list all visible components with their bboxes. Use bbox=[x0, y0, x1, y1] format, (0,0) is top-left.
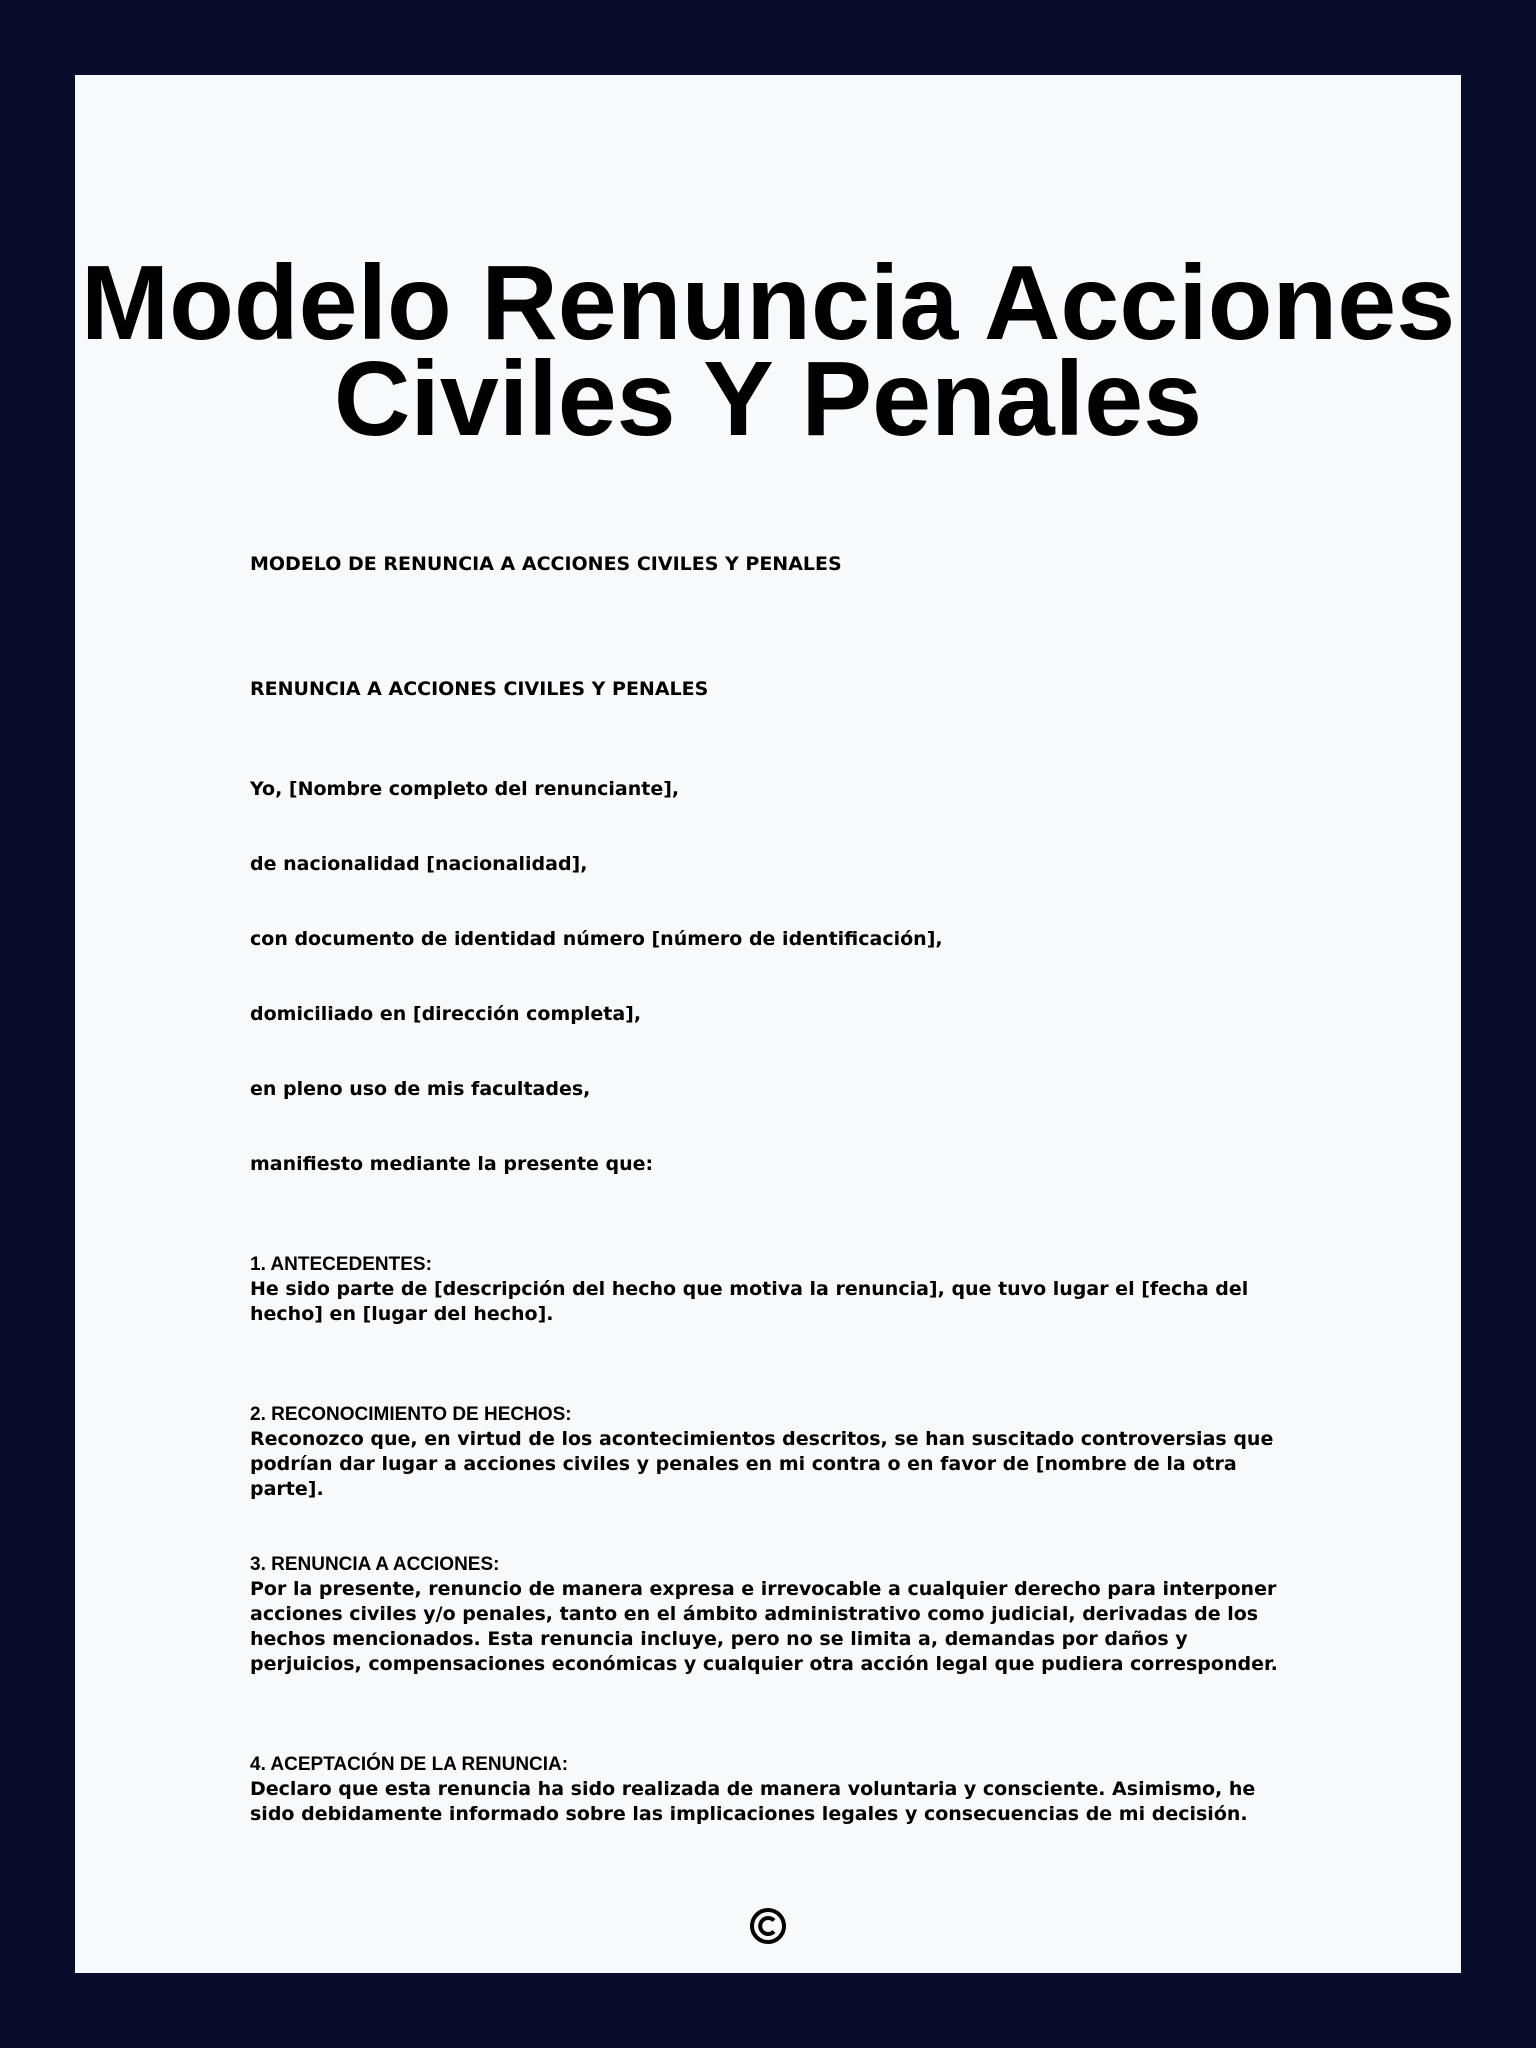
section-antecedentes bbox=[250, 1252, 1300, 1327]
section-aceptacion bbox=[250, 1752, 1300, 1827]
section-heading: 3. RENUNCIA A ACCIONES: bbox=[250, 1554, 500, 1575]
intro-line-address: domiciliado en [dirección completa], bbox=[250, 1003, 642, 1025]
sub-heading: RENUNCIA A ACCIONES CIVILES Y PENALES bbox=[250, 678, 709, 700]
intro-line-faculties: en pleno uso de mis facultades, bbox=[250, 1078, 591, 1100]
section-body: Reconozco que, en virtud de los acontecimientos descritos, se han suscitado controversias que podrían dar lugar a acciones civiles y penales en mi contra o en favor de [nombre de la otra parte]. bbox=[250, 1428, 1274, 1500]
document-page bbox=[75, 75, 1461, 1973]
intro-line-nationality: de nacionalidad [nacionalidad], bbox=[250, 853, 588, 875]
section-heading: 4. ACEPTACIÓN DE LA RENUNCIA: bbox=[250, 1754, 569, 1775]
section-body: Declaro que esta renuncia ha sido realizada de manera voluntaria y consciente. Asimismo, he sido debidamente informado sobre las implicaciones legales y consecuencias de mi decisión. bbox=[250, 1778, 1256, 1825]
section-body: Por la presente, renuncio de manera expresa e irrevocable a cualquier derecho para interponer acciones civiles y/o penales, tanto en el ámbito administrativo como judicial, derivadas de los hechos mencionados. Esta renuncia incluye, pero no se limita a, demandas por daños y perjuicios, compensaciones económicas y cualquier otra acción legal que pudiera corresponder. bbox=[250, 1578, 1278, 1675]
section-heading: 1. ANTECEDENTES: bbox=[250, 1254, 432, 1275]
document-title: Modelo Renuncia Acciones Civiles Y Penales bbox=[80, 244, 1456, 458]
section-body: He sido parte de [descripción del hecho que motiva la renuncia], que tuvo lugar el [fecha del hecho] en [lugar del hecho]. bbox=[250, 1278, 1249, 1325]
copyright-icon bbox=[749, 1907, 787, 1945]
section-heading: 2. RECONOCIMIENTO DE HECHOS: bbox=[250, 1404, 572, 1425]
intro-line-name: Yo, [Nombre completo del renunciante], bbox=[250, 778, 680, 800]
section-reconocimiento bbox=[250, 1402, 1300, 1502]
intro-line-statement: manifiesto mediante la presente que: bbox=[250, 1153, 654, 1175]
section-renuncia bbox=[250, 1552, 1300, 1677]
main-heading: MODELO DE RENUNCIA A ACCIONES CIVILES Y PENALES bbox=[250, 553, 842, 575]
intro-line-id: con documento de identidad número [número de identificación], bbox=[250, 928, 943, 950]
